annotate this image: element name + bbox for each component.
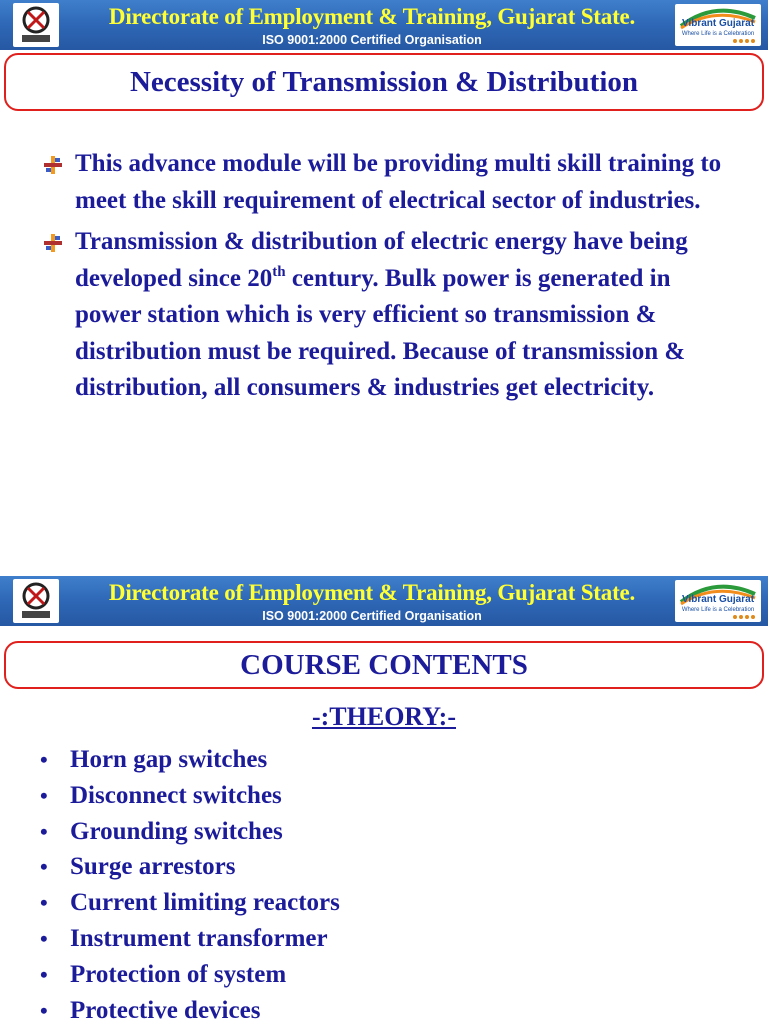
slide-title-box [4, 641, 764, 689]
list-item [40, 885, 740, 921]
svg-text:Vibrant Gujarat: Vibrant Gujarat [681, 18, 755, 29]
slide-title-box [4, 53, 764, 111]
header-title: Directorate of Employment & Training, Gujarat State. [108, 580, 636, 605]
topic-text: Surge arrestors [70, 853, 236, 881]
vibrant-gujarat-logo-icon [675, 4, 761, 46]
bullet-dot: • [40, 890, 48, 916]
header-title: Directorate of Employment & Training, Gujarat State. [108, 4, 636, 29]
svg-text:Where Life is a Celebration: Where Life is a Celebration [681, 607, 755, 613]
list-item [40, 814, 740, 850]
slide-course-contents [0, 576, 768, 1024]
topic-text: Disconnect switches [70, 781, 282, 809]
list-item [40, 993, 740, 1024]
topic-text: Current limiting reactors [70, 889, 340, 917]
bullet-text: This advance module will be providing multi skill training to meet the skill requirement of electrical sector of industries. [75, 150, 722, 214]
theory-subheading: -:THEORY:- [311, 702, 456, 731]
bullet-dot: • [40, 818, 48, 844]
header-subtitle: ISO 9001:2000 Certified Organisation [262, 33, 482, 47]
topic-list [40, 742, 740, 1024]
header-subtitle: ISO 9001:2000 Certified Organisation [262, 609, 482, 623]
topic-text: Grounding switches [70, 817, 283, 845]
topic-text: Protective devices [70, 996, 261, 1024]
list-item [40, 778, 740, 814]
list-item [40, 742, 740, 778]
list-item [40, 849, 740, 885]
svg-text:Where Life is a Celebration: Where Life is a Celebration [681, 31, 755, 37]
bullet-dot: • [40, 782, 48, 808]
bullet-dot: • [40, 747, 48, 772]
svg-text:Vibrant Gujarat: Vibrant Gujarat [681, 594, 755, 605]
list-item [40, 957, 740, 993]
topic-text: Instrument transformer [70, 924, 328, 952]
header-banner [0, 0, 768, 50]
slide-title: COURSE CONTENTS [240, 648, 528, 681]
bullet-dot: • [40, 997, 48, 1023]
superscript-th: th [272, 263, 286, 280]
bullet-list [44, 146, 724, 412]
header-banner [0, 576, 768, 626]
list-item [40, 921, 740, 957]
bullet-dot: • [40, 925, 48, 951]
bullet-text-cont: century. Bulk power is generated in power station which is very efficient so transmission & distribution must be required. Because of transmission & distribution, all consumers & industries get electricity. [75, 264, 686, 401]
topic-text: Protection of system [70, 960, 287, 988]
bullet-text: Transmission & distribution of electric energy have being developed since 20 [75, 228, 688, 292]
plus-arrow-icon [44, 234, 64, 252]
topic-text: Horn gap switches [70, 746, 268, 773]
plus-arrow-icon [44, 156, 64, 174]
bullet-dot: • [40, 854, 48, 880]
bullet-paragraph [44, 146, 724, 219]
bullet-paragraph [44, 224, 724, 407]
bullet-dot: • [40, 961, 48, 987]
slide-title: Necessity of Transmission & Distribution [129, 65, 639, 98]
vibrant-gujarat-logo-icon [675, 580, 761, 622]
